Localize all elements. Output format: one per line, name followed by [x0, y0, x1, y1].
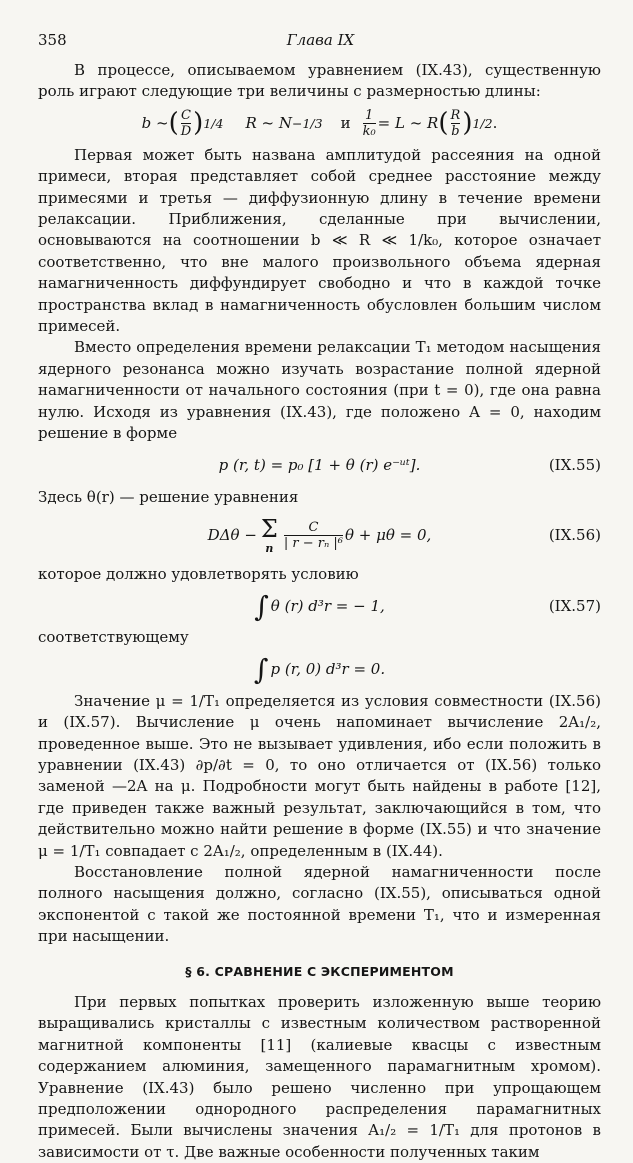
- chapter-title: Глава IX: [286, 31, 355, 49]
- paragraph-4: Здесь θ(r) — решение уравнения: [38, 487, 299, 506]
- equation-number: (IX.56): [548, 526, 601, 545]
- paragraph-3: Вместо определения времени релаксации T₁ методом насыщения ядерного резонанса можно изучать возрастание полной ядерной намагниченности от начального состояния (при t = 0), где она равна нулю. Исходя из уравнения (IX.43), где положено A = 0, находим решение в форме: [38, 338, 601, 443]
- fraction-c-over-d: $\frac{C}{D}$: [180, 108, 192, 140]
- fraction-c-over-r: $\frac{C}{\text{| r − rₙ |⁶}}$: [283, 520, 343, 552]
- paragraph-5: которое должно удовлетворять условию: [38, 564, 359, 583]
- equation-ix-56: DΔθ − Σ n $\frac{C}{\text{| r − rₙ |⁶}}$ θ + μθ = 0, (IX.56): [207, 514, 601, 555]
- paragraph-6: соответствующему: [38, 628, 189, 647]
- page-number: 358: [38, 31, 67, 49]
- paragraph-8: Восстановление полной ядерной намагниченности после полного насыщения должно, согласно (IX.55), описываться одной экспонентой с такой же постоянной времени T₁, что и измеренная при насыщении.: [38, 862, 601, 946]
- left-paren: (: [168, 108, 179, 139]
- equation-length-scales: b ~ ( $\frac{C}{D}$ ) 1/4 R ~ N −1/3 и $\frac{1}{\text{k₀}}$ = L ~ R ( $\frac{R}{b}$ ) 1/2 .: [141, 108, 498, 140]
- section-heading: § 6. СРАВНЕНИЕ С ЭКСПЕРИМЕНТОМ: [185, 963, 454, 979]
- equation-number: (IX.57): [548, 596, 601, 615]
- equation-ix-55: p (r, t) = p₀ [1 + θ (r) e⁻ᵘᵗ]. (IX.55): [38, 445, 601, 487]
- fraction-one-over-k0: $\frac{1}{\text{k₀}}$: [362, 108, 376, 140]
- fraction-r-over-b: $\frac{R}{b}$: [450, 108, 461, 140]
- integral-sign: ∫: [254, 589, 269, 623]
- paragraph-7: Значение μ = 1/T₁ определяется из условия совместности (IX.56) и (IX.57). Вычисление μ очень напоминает вычисление 2A₁/₂, проведенное выше. Это не вызывает удивления, ибо если положить в уравнении (IX.43) ∂p/∂t = 0, то оно отличается от (IX.56) только заменой —2A на μ. Подробности могут быть найдены в работе [12], где приведен также важный результат, заключающийся в том, что действительно можно найти решение в форме (IX.55) и что значение μ = 1/T₁ совпадает с 2A₁/₂, определенным в (IX.44).: [38, 691, 601, 860]
- page-body: [38, 60, 601, 1163]
- sum-symbol: Σ n: [260, 514, 278, 555]
- paragraph-2: Первая может быть названа амплитудой рассеяния на одной примеси, вторая представляет собой среднее расстояние между примесями и третья — диффузионную длину в течение времени релаксации. Приближения, сделанные при вычислении, основываются на соотношении b ≪ R ≪ 1/k₀, которое означает соответственно, что вне малого произвольного объема ядерная намагниченность диффундирует свободно и что в каждой точке пространства вклад в намагниченность обусловлен большим числом примесей.: [38, 145, 601, 336]
- right-paren: ): [193, 108, 204, 139]
- equation-normalization: ∫ p (r, 0) d³r = 0.: [253, 653, 386, 687]
- equation-number: (IX.55): [548, 455, 601, 474]
- paragraph-9: При первых попытках проверить изложенную выше теорию выращивались кристаллы с известным количеством растворенной магнитной компоненты [11] (калиевые квасцы с известным содержанием алюминия, замещенного парамагнитным хромом). Уравнение (IX.43) было решено численно при упрощающем предположении однородного распределения парамагнитных примесей. Были вычислены значения A₁/₂ = 1/T₁ для протонов в зависимости от τ. Две важные особенности полученных таким: [38, 993, 601, 1161]
- equation-ix-57: ∫ θ (r) d³r = − 1, (IX.57): [254, 589, 601, 623]
- integral-sign: ∫: [253, 653, 269, 687]
- paragraph-1: В процессе, описываемом уравнением (IX.43), существенную роль играют следующие три величины с размерностью длины:: [38, 61, 601, 101]
